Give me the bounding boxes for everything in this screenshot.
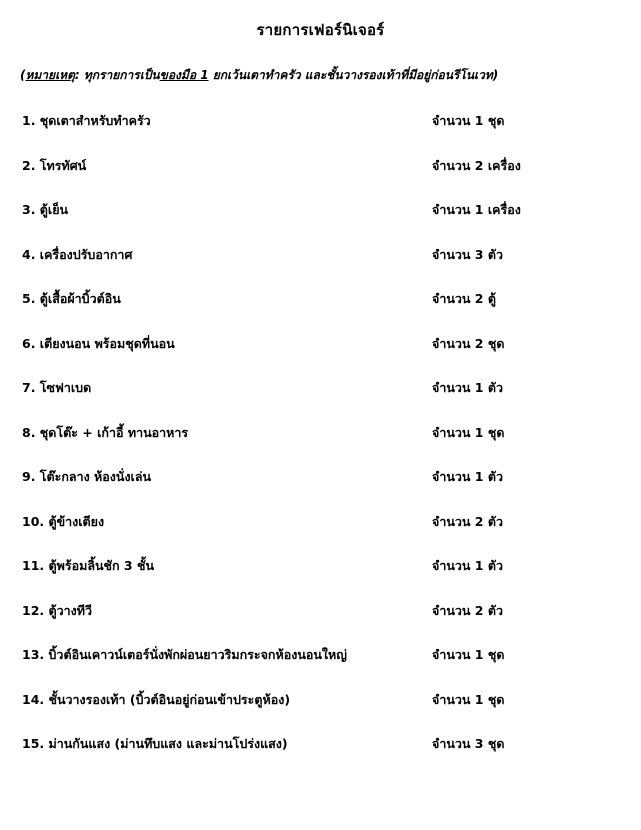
item-quantity: จำนวน 1 ชุด: [432, 691, 505, 707]
list-item: [22, 467, 622, 512]
list-item: [22, 645, 622, 690]
item-quantity: จำนวน 1 ตัว: [432, 380, 503, 395]
item-name: 4. เครื่องปรับอากาศ: [22, 246, 133, 262]
note-emphasis: ของมือ 1: [159, 68, 209, 82]
item-name: 7. โซฟาเบด: [22, 380, 92, 395]
note-text-2: ยกเว้นเตาทำครัว และชั้นวางรองเท้าที่มีอยู่ก่อนรีโนเวท): [208, 68, 499, 82]
item-quantity: จำนวน 2 ตัว: [432, 602, 503, 618]
item-quantity: จำนวน 2 ตู้: [432, 291, 496, 306]
item-quantity: จำนวน 3 ตัว: [432, 246, 503, 262]
note-text-1: ทุกรายการเป็น: [83, 68, 160, 82]
item-name: 15. ม่านกันแสง (ม่านทึบแสง และม่านโปร่งแสง): [22, 736, 288, 751]
document-title: รายการเฟอร์นิเจอร์: [256, 21, 385, 39]
list-item: [22, 200, 622, 245]
item-name: 10. ตู้ข้างเตียง: [22, 513, 105, 529]
item-name: 9. โต๊ะกลาง ห้องนั่งเล่น: [22, 469, 152, 484]
item-name: 6. เตียงนอน พร้อมชุดที่นอน: [22, 335, 175, 351]
item-quantity: จำนวน 1 ชุด: [432, 113, 505, 128]
item-quantity: จำนวน 2 ตัว: [432, 513, 503, 529]
item-quantity: จำนวน 2 ชุด: [432, 335, 505, 351]
item-quantity: จำนวน 1 เครื่อง: [432, 202, 521, 217]
item-name: 5. ตู้เสื้อผ้าบิ้วต์อิน: [22, 291, 121, 306]
item-quantity: จำนวน 1 ตัว: [432, 469, 503, 484]
item-name: 8. ชุดโต๊ะ + เก้าอี้ ทานอาหาร: [22, 424, 189, 440]
note-open-paren: (: [20, 68, 26, 82]
item-name: 13. บิ้วต์อินเคาวน์เตอร์นั่งพักผ่อนยาวริมกระจกห้องนอนใหญ่: [22, 647, 347, 662]
note-colon: :: [74, 68, 84, 82]
item-quantity: จำนวน 1 ชุด: [432, 647, 505, 662]
list-item: [22, 111, 622, 156]
item-name: 14. ชั้นวางรองเท้า (บิ้วต์อินอยู่ก่อนเข้าประตูห้อง): [22, 691, 291, 707]
list-item: [22, 556, 622, 601]
item-quantity: จำนวน 2 เครื่อง: [432, 157, 521, 173]
item-quantity: จำนวน 1 ชุด: [432, 424, 505, 440]
list-item: [22, 423, 622, 468]
item-quantity: จำนวน 1 ตัว: [432, 558, 503, 573]
item-name: 11. ตู้พร้อมลิ้นชัก 3 ชั้น: [22, 558, 155, 573]
document-note: [20, 66, 630, 85]
list-item: [22, 156, 622, 201]
list-item: [22, 245, 622, 290]
item-name: 3. ตู้เย็น: [22, 202, 69, 217]
list-item: [22, 512, 622, 557]
list-item: [22, 289, 622, 334]
list-item: [22, 690, 622, 735]
item-name: 1. ชุดเตาสำหรับทำครัว: [22, 113, 151, 128]
furniture-list: [22, 111, 622, 779]
note-label: หมายเหตุ: [25, 68, 75, 82]
item-name: 2. โทรทัศน์: [22, 157, 87, 173]
item-name: 12. ตู้วางทีวี: [22, 602, 93, 618]
item-quantity: จำนวน 3 ชุด: [432, 736, 505, 751]
list-item: [22, 734, 622, 779]
list-item: [22, 378, 622, 423]
list-item: [22, 334, 622, 379]
list-item: [22, 601, 622, 646]
